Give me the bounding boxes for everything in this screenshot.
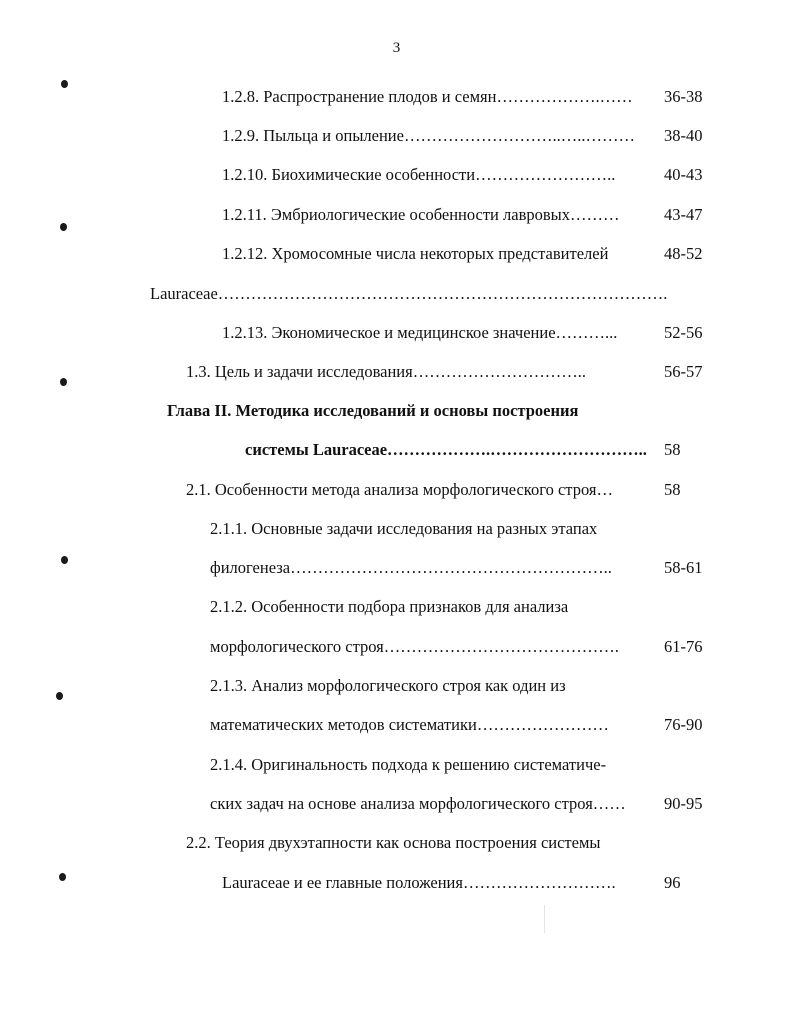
- toc-entry-pages: 96: [664, 873, 681, 892]
- chapter-heading: системы Lauraceae……………….………………………..: [245, 440, 647, 459]
- toc-entry-label: филогенеза…………………………………………………..: [210, 558, 612, 577]
- toc-entry-pages: 38-40: [664, 126, 703, 145]
- toc-entry-label: 1.2.11. Эмбриологические особенности лавровых………: [222, 205, 620, 224]
- toc-entry-label: 2.2. Теория двухэтапности как основа построения системы: [186, 833, 601, 852]
- toc-entry-label: Lauraceae……………………………………………………………………….: [150, 284, 668, 303]
- toc-entry-label: 2.1. Особенности метода анализа морфологического строя…: [186, 480, 613, 499]
- toc-entry-pages: 40-43: [664, 165, 703, 184]
- toc-entry-pages: 76-90: [664, 715, 703, 734]
- toc-entry-label: 2.1.1. Основные задачи исследования на разных этапах: [210, 519, 598, 538]
- toc-entry-label: математических методов систематики……………………: [210, 715, 609, 734]
- toc-entry-pages: 58-61: [664, 558, 703, 577]
- toc-entry-label: 1.2.13. Экономическое и медицинское значение………...: [222, 323, 618, 342]
- toc-entry-label: морфологического строя…………………………………….: [210, 637, 619, 656]
- toc-entry-pages: 58: [664, 480, 681, 499]
- toc-entry-label: ских задач на основе анализа морфологического строя……: [210, 794, 626, 813]
- toc-entry-label: 1.2.12. Хромосомные числа некоторых представителей: [222, 244, 609, 263]
- toc-entry-pages: 58: [664, 440, 681, 459]
- binder-hole: [61, 80, 68, 88]
- toc-entry-label: 1.2.10. Биохимические особенности……………………..: [222, 165, 616, 184]
- toc-entry-label: 1.3. Цель и задачи исследования…………………………..: [186, 362, 586, 381]
- toc-entry-pages: 56-57: [664, 362, 703, 381]
- toc-entry-label: 1.2.9. Пыльца и опыление………………………..…..………: [222, 126, 635, 145]
- binder-hole: [60, 223, 67, 231]
- toc-entry-pages: 43-47: [664, 205, 703, 224]
- chapter-heading: Глава II. Методика исследований и основы построения: [167, 401, 579, 420]
- toc-entry-label: 1.2.8. Распространение плодов и семян……………….……: [222, 87, 633, 106]
- toc-entry-pages: 61-76: [664, 637, 703, 656]
- binder-hole: [60, 378, 67, 386]
- binder-hole: [56, 692, 63, 700]
- toc-entry-label: 2.1.3. Анализ морфологического строя как один из: [210, 676, 566, 695]
- scan-artifact: [544, 905, 545, 933]
- binder-hole: [61, 556, 68, 564]
- page-number: 3: [392, 40, 401, 56]
- toc-entry-label: Lauraceae и ее главные положения……………………….: [222, 873, 616, 892]
- toc-entry-label: 2.1.4. Оригинальность подхода к решению систематиче-: [210, 755, 607, 774]
- toc-entry-pages: 90-95: [664, 794, 703, 813]
- binder-hole: [59, 873, 66, 881]
- toc-entry-pages: 36-38: [664, 87, 703, 106]
- toc-entry-label: 2.1.2. Особенности подбора признаков для анализа: [210, 597, 569, 616]
- toc-entry-pages: 48-52: [664, 244, 703, 263]
- toc-entry-pages: 52-56: [664, 323, 703, 342]
